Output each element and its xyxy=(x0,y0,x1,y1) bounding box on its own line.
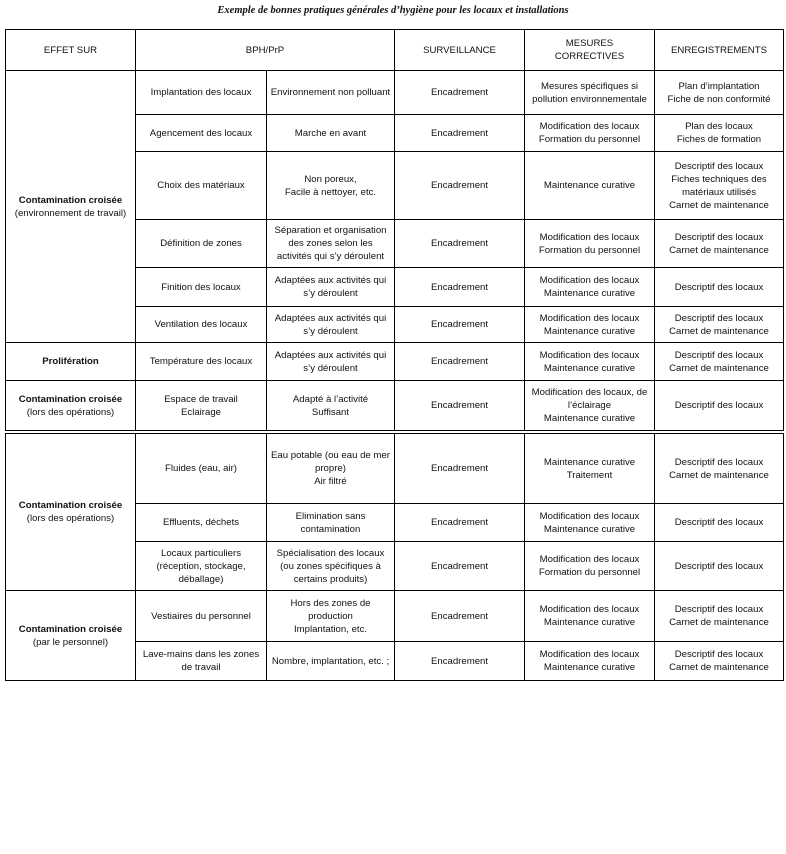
mesures-cell xyxy=(525,71,655,115)
mesures-cell-line: Modification des locaux, de l’éclairage xyxy=(531,387,648,411)
enregistrements-cell xyxy=(655,268,784,307)
bph-cell-line: Fluides (eau, air) xyxy=(165,463,237,474)
surveillance-cell: Encadrement xyxy=(395,343,525,381)
surveillance-cell: Encadrement xyxy=(395,591,525,642)
mesures-cell-line: Formation du personnel xyxy=(538,567,641,578)
mesures-cell-line: Modification des locaux xyxy=(539,554,640,565)
mesures-cell-line: Maintenance curative xyxy=(543,288,636,299)
effet-subtitle: (par le personnel) xyxy=(32,636,109,648)
bph-cell xyxy=(136,268,267,307)
effet-sur-cell xyxy=(6,71,136,343)
effet-title: Contamination croisée xyxy=(18,194,123,206)
bph-cell xyxy=(136,220,267,268)
prp-cell xyxy=(267,268,395,307)
prp-cell xyxy=(267,381,395,431)
effet-title: Contamination croisée xyxy=(18,393,123,405)
bph-cell-line: Définition de zones xyxy=(160,238,242,249)
mesures-cell-line: Modification des locaux xyxy=(539,121,640,132)
mesures-cell xyxy=(525,642,655,681)
bph-cell xyxy=(136,642,267,681)
prp-cell-line: Adaptées aux activités qui s’y déroulent xyxy=(274,349,387,374)
effet-subtitle: (environnement de travail) xyxy=(14,207,127,219)
mesures-cell xyxy=(525,591,655,642)
prp-cell-line: Adaptées aux activités qui s’y déroulent xyxy=(274,312,387,337)
enregistrements-cell-line: Descriptif des locaux xyxy=(674,560,764,572)
enregistrements-cell-line: Fiche de non conformité xyxy=(667,93,771,105)
enregistrements-cell xyxy=(655,307,784,343)
table-row xyxy=(6,434,784,504)
header-surveillance: SURVEILLANCE xyxy=(395,30,525,71)
enregistrements-cell-line: Plan d’implantation xyxy=(678,80,760,92)
prp-cell-line: Air filtré xyxy=(314,476,347,487)
bph-cell xyxy=(136,343,267,381)
mesures-cell xyxy=(525,434,655,504)
enregistrements-cell xyxy=(655,434,784,504)
bph-cell-line: Lave-mains dans les zones de travail xyxy=(142,649,260,673)
bph-cell xyxy=(136,307,267,343)
mesures-cell-line: Modification des locaux xyxy=(539,312,640,324)
effet-subtitle: (lors des opérations) xyxy=(26,406,115,418)
enregistrements-cell-line: Carnet de maintenance xyxy=(669,199,769,211)
bph-cell-line: Implantation des locaux xyxy=(150,87,252,98)
effet-sur-cell xyxy=(6,381,136,431)
mesures-cell-line: Maintenance curative xyxy=(543,325,636,337)
mesures-cell xyxy=(525,115,655,152)
table-row xyxy=(6,71,784,115)
table-row xyxy=(6,343,784,381)
mesures-cell-line: Maintenance curative xyxy=(543,362,636,374)
mesures-cell-line: Modification des locaux xyxy=(539,275,640,286)
mesures-cell xyxy=(525,381,655,431)
enregistrements-cell xyxy=(655,642,784,681)
enregistrements-cell-line: Carnet de maintenance xyxy=(669,469,769,481)
bph-cell xyxy=(136,542,267,591)
mesures-cell xyxy=(525,152,655,220)
surveillance-cell: Encadrement xyxy=(395,381,525,431)
surveillance-cell: Encadrement xyxy=(395,71,525,115)
enregistrements-cell xyxy=(655,343,784,381)
prp-cell-line: Implantation, etc. xyxy=(293,623,368,635)
prp-cell-line: Environnement non polluant xyxy=(270,87,391,98)
header-mesures-correctives: MESURES CORRECTIVES xyxy=(525,30,655,71)
mesures-cell-line: Maintenance curative xyxy=(543,456,636,468)
bph-cell xyxy=(136,434,267,504)
enregistrements-cell xyxy=(655,220,784,268)
enregistrements-cell-line: Descriptif des locaux xyxy=(674,349,764,361)
enregistrements-cell-line: Descriptif des locaux xyxy=(674,160,764,172)
prp-cell xyxy=(267,71,395,115)
bph-cell xyxy=(136,152,267,220)
header-bph-prp: BPH/PrP xyxy=(136,30,395,71)
mesures-cell xyxy=(525,504,655,542)
table-caption: Exemple de bonnes pratiques générales d’hygiène pour les locaux et installations xyxy=(217,5,569,16)
mesures-cell-line: Modification des locaux xyxy=(539,349,640,361)
prp-cell xyxy=(267,343,395,381)
enregistrements-cell-line: Fiches de formation xyxy=(676,134,762,145)
mesures-cell xyxy=(525,343,655,381)
mesures-cell-line: Maintenance curative xyxy=(543,662,636,673)
table-row xyxy=(6,381,784,431)
prp-cell xyxy=(267,152,395,220)
prp-cell-line: Elimination sans contamination xyxy=(295,510,366,535)
prp-cell-line: Non poreux, xyxy=(304,173,357,185)
enregistrements-cell-line: Descriptif des locaux xyxy=(674,312,764,324)
enregistrements-cell-line: Descriptif des locaux xyxy=(674,400,764,411)
enregistrements-cell-line: Descriptif des locaux xyxy=(674,281,764,293)
bph-cell-line: Ventilation des locaux xyxy=(154,319,248,330)
surveillance-cell: Encadrement xyxy=(395,542,525,591)
mesures-cell-line: Formation du personnel xyxy=(538,134,641,145)
surveillance-cell: Encadrement xyxy=(395,152,525,220)
enregistrements-cell xyxy=(655,504,784,542)
bph-cell xyxy=(136,115,267,152)
enregistrements-cell-line: Descriptif des locaux xyxy=(674,604,764,615)
bph-cell-line: Température des locaux xyxy=(149,356,253,367)
bph-cell-line: Agencement des locaux xyxy=(149,127,253,139)
surveillance-cell: Encadrement xyxy=(395,307,525,343)
enregistrements-cell xyxy=(655,71,784,115)
prp-cell-line: Facile à nettoyer, etc. xyxy=(284,186,377,198)
bph-cell xyxy=(136,591,267,642)
prp-cell-line: Adaptées aux activités qui s’y déroulent xyxy=(274,275,387,299)
bph-cell-line: Eclairage xyxy=(181,406,221,418)
prp-cell xyxy=(267,307,395,343)
mesures-cell-line: Maintenance curative xyxy=(543,413,636,424)
mesures-cell-line: Traitement xyxy=(566,469,613,481)
bph-cell xyxy=(136,504,267,542)
enregistrements-cell-line: Fiches techniques des matériaux utilisés xyxy=(671,173,767,198)
effet-sur-cell xyxy=(6,591,136,681)
surveillance-cell: Encadrement xyxy=(395,434,525,504)
hygiene-practices-table xyxy=(5,29,784,681)
mesures-cell xyxy=(525,307,655,343)
enregistrements-cell-line: Carnet de maintenance xyxy=(669,617,769,628)
enregistrements-cell-line: Carnet de maintenance xyxy=(669,244,769,256)
table-row xyxy=(6,591,784,642)
surveillance-cell: Encadrement xyxy=(395,220,525,268)
mesures-cell-line: Maintenance curative xyxy=(543,617,636,628)
prp-cell xyxy=(267,642,395,681)
effet-sur-cell xyxy=(6,434,136,591)
enregistrements-cell-line: Carnet de maintenance xyxy=(669,662,769,673)
enregistrements-cell xyxy=(655,115,784,152)
surveillance-cell: Encadrement xyxy=(395,504,525,542)
mesures-cell-line: Modification des locaux xyxy=(539,231,640,243)
enregistrements-cell xyxy=(655,381,784,431)
effet-title: Contamination croisée xyxy=(18,623,123,635)
header-enregistrements: ENREGISTREMENTS xyxy=(655,30,784,71)
table-header-row xyxy=(6,30,784,71)
prp-cell xyxy=(267,220,395,268)
enregistrements-cell xyxy=(655,591,784,642)
prp-cell xyxy=(267,591,395,642)
mesures-cell-line: Modification des locaux xyxy=(539,604,640,615)
enregistrements-cell-line: Descriptif des locaux xyxy=(674,649,764,660)
bph-cell-line: Effluents, déchets xyxy=(162,517,240,528)
effet-sur-cell xyxy=(6,343,136,381)
mesures-cell xyxy=(525,268,655,307)
enregistrements-cell-line: Descriptif des locaux xyxy=(674,231,764,243)
bph-cell-line: Locaux particuliers (réception, stockage, déballage) xyxy=(156,547,246,585)
enregistrements-cell-line: Descriptif des locaux xyxy=(674,456,764,468)
bph-cell-line: Finition des locaux xyxy=(161,281,241,293)
bph-cell-line: Vestiaires du personnel xyxy=(151,610,251,622)
header-effet-sur: EFFET SUR xyxy=(6,30,136,71)
enregistrements-cell-line: Carnet de maintenance xyxy=(669,325,769,337)
prp-cell-line: Hors des zones de production xyxy=(290,597,371,622)
prp-cell xyxy=(267,542,395,591)
mesures-cell-line: Maintenance curative xyxy=(543,523,636,535)
surveillance-cell: Encadrement xyxy=(395,115,525,152)
bph-cell xyxy=(136,71,267,115)
prp-cell-line: Adapté à l’activité xyxy=(292,393,369,405)
bph-cell-line: Espace de travail xyxy=(164,393,238,405)
enregistrements-cell-line: Plan des locaux xyxy=(685,121,753,132)
prp-cell-line: Nombre, implantation, etc. ; xyxy=(271,655,390,667)
enregistrements-cell-line: Carnet de maintenance xyxy=(669,362,769,374)
mesures-cell-line: Formation du personnel xyxy=(538,244,641,256)
surveillance-cell: Encadrement xyxy=(395,642,525,681)
effet-subtitle: (lors des opérations) xyxy=(26,513,115,524)
prp-cell xyxy=(267,504,395,542)
mesures-cell-line: Modification des locaux xyxy=(539,649,640,660)
prp-cell-line: Séparation et organisation des zones selon les activités qui s’y déroulent xyxy=(274,225,387,262)
prp-cell-line: Spécialisation des locaux (ou zones spécifiques à certains produits) xyxy=(276,547,385,585)
prp-cell-line: Suffisant xyxy=(311,406,350,418)
enregistrements-cell xyxy=(655,152,784,220)
prp-cell-line: Marche en avant xyxy=(294,127,367,139)
surveillance-cell: Encadrement xyxy=(395,268,525,307)
hygiene-table-wrapper xyxy=(5,29,784,681)
enregistrements-cell-line: Descriptif des locaux xyxy=(674,517,764,528)
mesures-cell xyxy=(525,542,655,591)
effet-title: Contamination croisée xyxy=(18,500,123,511)
prp-cell xyxy=(267,115,395,152)
bph-cell xyxy=(136,381,267,431)
mesures-cell-line: Mesures spécifiques si pollution environnementale xyxy=(532,80,647,105)
enregistrements-cell xyxy=(655,542,784,591)
effet-title: Prolifération xyxy=(42,356,99,367)
mesures-cell-line: Maintenance curative xyxy=(543,180,636,191)
mesures-cell-line: Modification des locaux xyxy=(539,510,640,522)
bph-cell-line: Choix des matériaux xyxy=(157,180,245,191)
prp-cell xyxy=(267,434,395,504)
mesures-cell xyxy=(525,220,655,268)
prp-cell-line: Eau potable (ou eau de mer propre) xyxy=(271,450,390,474)
